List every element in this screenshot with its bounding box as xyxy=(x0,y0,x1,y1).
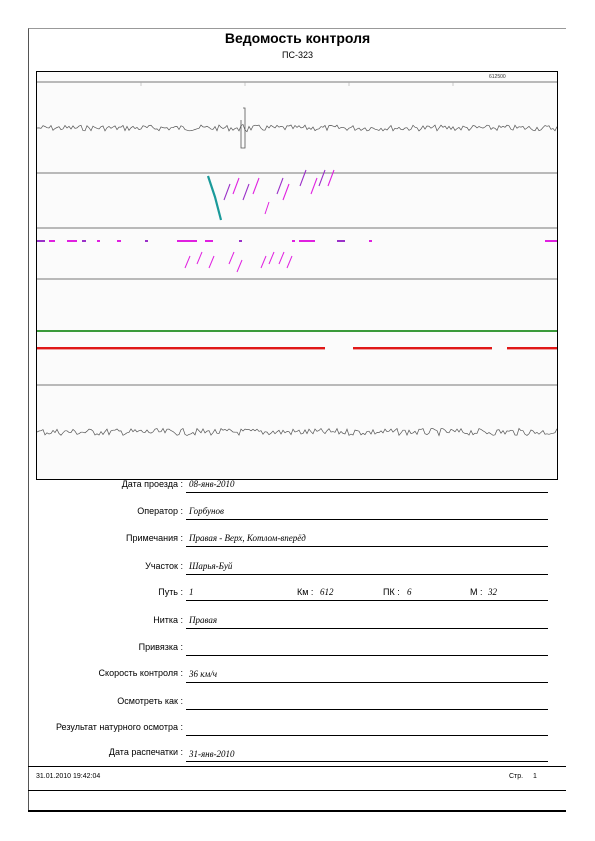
echo-slash-lower xyxy=(261,256,266,268)
echo-dot-run xyxy=(37,240,45,242)
result-label: Результат натурного осмотра : xyxy=(55,722,183,732)
echo-dot-run xyxy=(239,240,242,242)
pk-label: ПК : xyxy=(383,587,400,597)
section-label: Участок : xyxy=(145,561,183,571)
teal-echo xyxy=(208,176,221,220)
echo-slash-lower xyxy=(197,252,202,264)
echo-slash xyxy=(319,170,325,186)
m-value: 32 xyxy=(488,587,497,597)
echo-dot-run xyxy=(145,240,148,242)
speed-label: Скорость контроля : xyxy=(98,668,183,678)
echo-slash-lower xyxy=(269,252,274,264)
operator-label: Оператор : xyxy=(137,506,183,516)
print-date-label: Дата распечатки : xyxy=(108,747,183,757)
echo-slash xyxy=(243,184,249,200)
echo-dot-run xyxy=(205,240,213,242)
speed-line xyxy=(186,682,548,683)
red-bottom-echo xyxy=(507,347,557,349)
echo-dot-run xyxy=(97,240,100,242)
footer-page-label: Стр. xyxy=(509,773,524,780)
speed-value: 36 км/ч xyxy=(189,669,217,679)
date-label: Дата проезда : xyxy=(121,479,183,489)
m-label: М : xyxy=(470,587,483,597)
date-value: 08-янв-2010 xyxy=(189,479,235,489)
footer-mid-line xyxy=(28,790,566,791)
rail-value: Правая xyxy=(189,615,218,625)
red-bottom-echo xyxy=(353,347,492,349)
km-tag: 612500 xyxy=(489,74,506,80)
echo-slash xyxy=(283,184,289,200)
echo-dot-run xyxy=(177,240,197,242)
operator-value: Горбунов xyxy=(189,506,224,516)
page-title: Ведомость контроля xyxy=(224,30,371,46)
result-line xyxy=(186,735,548,736)
echo-slash-lower xyxy=(287,256,292,268)
echo-slash xyxy=(253,178,259,194)
binding-line xyxy=(186,655,548,656)
km-value: 612 xyxy=(320,587,334,597)
track-value: 1 xyxy=(189,587,194,597)
echo-slash xyxy=(265,202,269,214)
bottom-trace xyxy=(37,429,557,436)
section-line xyxy=(186,574,548,575)
operator-line xyxy=(186,519,548,520)
track-line xyxy=(186,600,548,601)
echo-slash xyxy=(277,178,283,194)
echo-slash xyxy=(300,170,306,186)
echo-dot-run xyxy=(369,240,372,242)
echo-dot-run xyxy=(82,240,86,242)
echo-dot-run xyxy=(292,240,295,242)
page-subtitle: ПС-323 xyxy=(282,50,313,60)
print-date-value: 31-янв-2010 xyxy=(189,749,235,759)
print-date-line xyxy=(186,761,548,762)
echo-dot-run xyxy=(49,240,55,242)
echo-dot-run xyxy=(117,240,121,242)
rail-label: Нитка : xyxy=(153,615,183,625)
echo-dot-run xyxy=(67,240,77,242)
inspect-label: Осмотреть как : xyxy=(117,696,183,706)
echo-dot-run xyxy=(299,240,315,242)
echo-slash xyxy=(328,170,334,186)
top-trace xyxy=(37,125,557,132)
echo-slash-lower xyxy=(185,256,190,268)
echo-slash xyxy=(311,178,317,194)
footer-top-line xyxy=(28,766,566,767)
track-label: Путь : xyxy=(158,587,183,597)
footer-bottom-line xyxy=(28,810,566,812)
echo-slash xyxy=(233,178,239,194)
footer-page-number: 1 xyxy=(533,773,537,780)
rail-line xyxy=(186,628,548,629)
echo-dot-run xyxy=(337,240,345,242)
defectogram-svg xyxy=(37,72,557,479)
date-line xyxy=(186,492,548,493)
binding-label: Привязка : xyxy=(138,642,183,652)
km-label: Км : xyxy=(297,587,314,597)
section-value: Шарья-Буй xyxy=(189,561,233,571)
echo-dot-run xyxy=(545,240,557,242)
notes-value: Правая - Верх, Котлом-вперёд xyxy=(189,533,306,543)
footer-timestamp: 31.01.2010 19:42:04 xyxy=(36,773,101,780)
echo-slash-lower xyxy=(229,252,234,264)
pk-value: 6 xyxy=(407,587,412,597)
red-bottom-echo xyxy=(37,347,325,349)
echo-slash-lower xyxy=(209,256,214,268)
inspect-line xyxy=(186,709,548,710)
notes-line xyxy=(186,546,548,547)
echo-slash-lower xyxy=(279,252,284,264)
echo-slash xyxy=(224,184,230,200)
defectogram-chart xyxy=(36,71,558,480)
notes-label: Примечания : xyxy=(126,533,183,543)
echo-slash-lower xyxy=(237,260,242,272)
